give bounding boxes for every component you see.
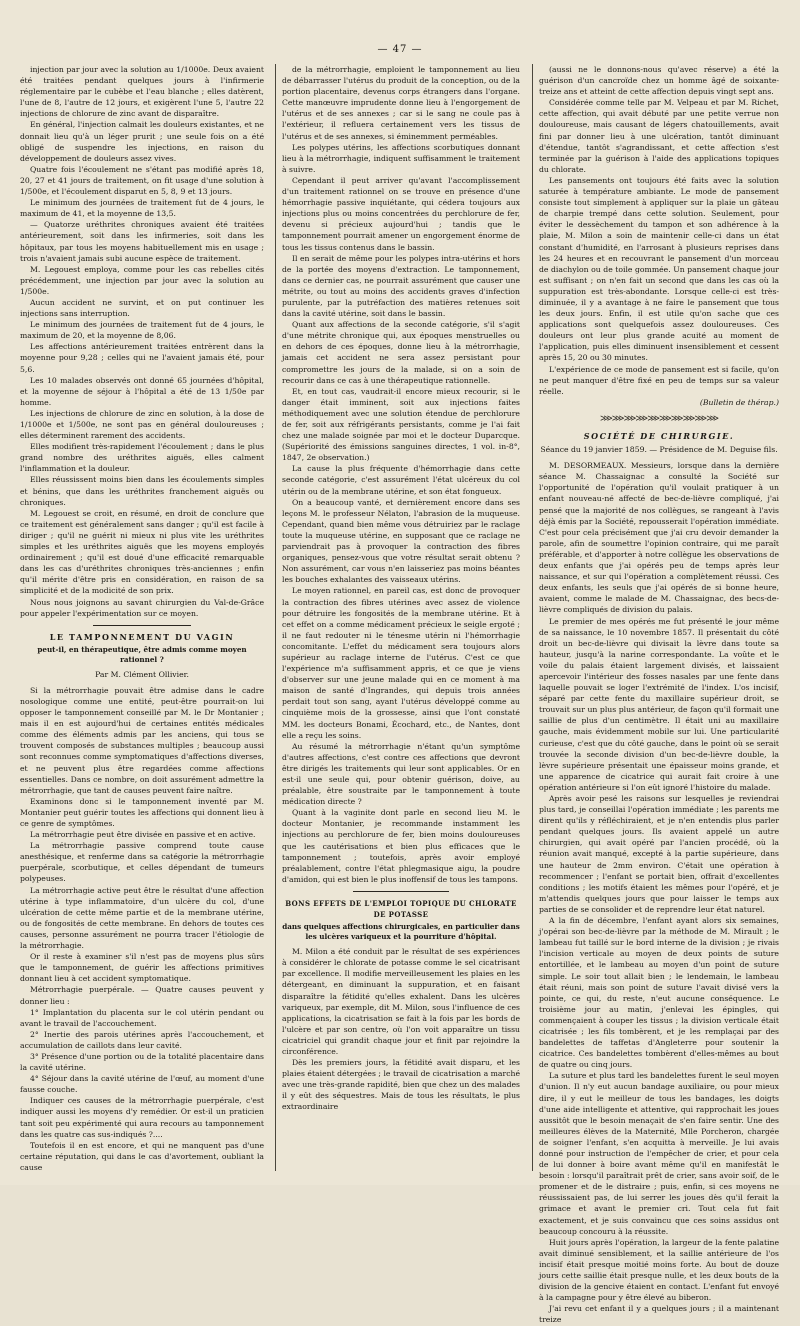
article-title-chlorate: BONS EFFETS DE L'EMPLOI TOPIQUE DU CHLORATE DE POTASSE xyxy=(285,898,517,920)
col2-article-paragraph: M. Milon a été conduit par le résultat de ses expériences à considérer le chlorate de potasse comme le sel cicatrisant par excellence. Il modifie merveilleusement les plaies en les détergeant, en diminuant la suppuration, et en faisant disparaître la fétidité qu'elles exhalent. Dans les ulcères variqueux, par exemple, dit M. Milon, sous l'influence de ces applications, la cicatrisation se fait à la fois par les bords de l'ulcère et par son centre, où l'on voit apparaître un tissu cicatriciel qui grandit chaque jour et finit par rejoindre la circonférence. xyxy=(282,947,520,1056)
source-citation: (Bulletin de thérap.) xyxy=(699,397,779,407)
col3-society-paragraph: A la fin de décembre, l'enfant ayant alors six semaines, j'opérai son bec-de-lièvre par la méthode de M. Mirault ; le lambeau fut taillé sur le bord interne de la division ; je rivais l'incision verticale au moyen de deux points de suture entortillée, et le lambeau au moyen d'un point de suture simple. Le soir tout allait bien ; le lendemain, le lambeau était réuni, mais son point de suture l'avait divisé vers la pointe, ce qui, du reste, n'eut aucune conséquence. Le troisième jour au matin, j'enlevai les épingles, qui commençaient à couper les tissus ; la division verticale était cicatrisée ; les fils tombèrent, et je les remplaçai par des bandelettes de taffetas d'Angleterre pour soutenir la cicatrice. Ces bandelettes tombèrent d'elles-mêmes au bout de quatre ou cinq jours. xyxy=(539,916,779,1070)
col1-paragraph: — Quatorze uréthrites chroniques avaient été traitées antérieurement, soit dans les infirmeries, soit dans les hôpitaux, par tous les moyens habituellement mis en usage ; trois n'avaient jamais subi aucune espèce de traitement. xyxy=(20,220,264,263)
article-title-tamponnement: LE TAMPONNEMENT DU VAGIN xyxy=(49,631,235,642)
col3-society-paragraph: Après avoir pesé les raisons sur lesquelles je reviendrai plus tard, je conseillai l'opération immédiate ; les parents me dirent qu'ils y réfléchiraient, et je n'en entendis plus parler pendant quelques jours. Ils avaient appelé un autre chirurgien, qui avait opéré par l'ancien procédé, où la réunion avait manqué, excepté à la partie supérieure, dans une hauteur de 2mm environ. C'était une opération à recommencer ; l'enfant se portait bien, offrait d'excellentes conditions ; les motifs étaient les mêmes pour l'opéré, et je m'attendis quelques jours que pour laisser le temps aux parties de se consolider et de reprendre leur état naturel. xyxy=(539,794,779,914)
col1-paragraph: injection par jour avec la solution au 1/1000e. Deux avaient été traitées pendant quelques jours à l'infirmerie réglementaire par le cubèbe et l'eau blanche ; elles datèrent, l'une de 8, l'autre de 12 jours, et exigèrent l'une 5, l'autre 22 injections de chlorure de zinc avant de disparaître. xyxy=(20,65,264,119)
col3-paragraph: (aussi ne le donnons-nous qu'avec réserve) a été la guérison d'un cancroïde chez un homme âgé de soixante-treize ans et atteint de cette affection depuis vingt sept ans. xyxy=(539,65,779,97)
col3-paragraph: Les pansements ont toujours été faits avec la solution saturée à température ambiante. Le mode de pansement consiste tout simplement à appliquer sur la plaie un gâteau de charpie trempé dans cette solution. Seulement, pour éviter le dessèchement du tampon et son adhérence à la plaie, M. Milon a soin de maintenir celle-ci dans un état constant d'humidité, en l'arrosant à plusieurs reprises dans les 24 heures et en recouvrant le pansement d'un morceau de diachylon ou de toile gommée. Un pansement chaque jour est suffisant ; on n'en fait un second que dans les cas où la suppuration est très-abondante. Lorsque celle-ci est très-diminuée, il y a avantage à ne faire le pansement que tous les deux jours. Enfin, il est utile qu'on sache que ces applications sont quelquefois assez douloureuses. Ces douleurs ont leur plus grande acuité au moment de l'application, puis elles diminuent insensiblement et cessent après 15, 20 ou 30 minutes. xyxy=(539,175,779,363)
col2-paragraph: Les polypes utérins, les affections scorbutiques donnant lieu à la métrorrhagie, indiquent suffisamment le traitement à suivre. xyxy=(282,142,520,174)
col2-paragraph: Quant aux affections de la seconde catégorie, s'il s'agit d'une métrite chronique qui, aux époques menstruelles ou en dehors de ces époques, donne lieu à la métrorrhagie, jamais cet accident ne sera assez persistant pour compromettre les jours de la malade, si on a soin de recourir dans ce cas à une thérapeutique rationnelle. xyxy=(282,320,520,385)
article-author: Par M. Clément Ollivier. xyxy=(95,669,189,679)
col2-paragraph: Il en serait de même pour les polypes intra-utérins et hors de la portée des moyens d'extraction. Le tamponnement, dans ce dernier cas, ne pourrait assurément que causer une métrite, ou tout au moins des accidents graves d'infection purulente, par la putréfaction des matières retenues soit dans la cavité utérine, soit dans le bassin. xyxy=(282,253,520,319)
col1-article-paragraph: Indiquer ces causes de la métrorrhagie puerpérale, c'est indiquer aussi les moyens d'y remédier. Or est-il un praticien tant soit peu expérimenté qui aura recours au tamponnement dans les quatre cas sus-indiqués ?.... xyxy=(20,1096,264,1139)
col1-article-paragraph: La métrorrhagie peut être divisée en passive et en active. xyxy=(30,830,256,840)
col1-paragraph: Quatre fois l'écoulement ne s'étant pas modifié après 18, 20, 27 et 41 jours de traitement, on fit usage d'une solution à 1/500e, et l'écoulement disparut en 5, 8, 9 et 13 jours. xyxy=(20,164,264,197)
col3-society-text xyxy=(539,460,779,1325)
col2-paragraph: Au résumé la métrorrhagie n'étant qu'un symptôme d'autres affections, c'est contre ces affections que devront être dirigés les traitements qui leur sont applicables. Or en est-il une seule qui, pour obtenir guérison, doive, au préalable, être soustraite par le tamponnement à toute médication directe ? xyxy=(282,741,520,807)
col3-paragraph: L'expérience de ce mode de pansement est si facile, qu'on ne peut manquer d'être fixé en peu de temps sur sa valeur réelle. xyxy=(539,364,779,396)
col2-paragraph: Le moyen rationnel, en pareil cas, est donc de provoquer la contraction des fibres utérines avec assez de violence pour détruire les fongosités de la membrane utérine. Et à cet effet on a comme médicament précieux le seigle ergoté ; il ne faut redouter ni le ténesme utérin ni l'hémorrhagie concomitante. L'effet du médicament sera toujours alors supérieur au raclage interne de l'utérus. C'est ce que l'expérience m'a suffisamment appris, et ce que je viens d'observer sur une jeune malade qui en ce moment à ma maison de santé d'Ingrandes, qui depuis trois années perdait tout son sang, ayant l'utérus développé comme au cinquième mois de la grossesse, ainsi que l'ont constaté MM. les docteurs Bonami, Écochard, etc., de Nantes, dont elle a reçu les soins. xyxy=(282,586,520,740)
page-number: — 47 — xyxy=(377,44,423,55)
col1-article-paragraph: 4° Séjour dans la cavité utérine de l'œuf, au moment d'une fausse couche. xyxy=(20,1074,264,1095)
col2-paragraph: Cependant il peut arriver qu'avant l'accomplissement d'un traitement rationnel on se trouve en présence d'une hémorrhagie passive inquiétante, qui cédera toujours aux injections plus ou moins concentrées du perchlorure de fer, devenu si précieux aujourd'hui ; tandis que le tamponnement pourrait amener un engorgement énorme de tous les tissus contenus dans le bassin. xyxy=(282,175,520,252)
col2-article-text xyxy=(282,946,520,1112)
col1-article-paragraph: Or il reste à examiner s'il n'est pas de moyens plus sûrs que le tamponnement, de guérir les affections primitives donnant lieu à cet accident symptomatique. xyxy=(20,952,264,984)
column-3 xyxy=(532,64,779,1325)
col2-article-paragraph: Dès les premiers jours, la fétidité avait disparu, et les plaies étaient détergées ; le travail de cicatrisation a marché avec une très-grande rapidité, bien que chez un des malades il y eût des séquestres. Mais de tous les résultats, le plus extraordinaire xyxy=(282,1058,520,1112)
col3-paragraph: Considérée comme telle par M. Velpeau et par M. Richet, cette affection, qui avait débuté par une petite verrue non douloureuse, mais causant de légers chatouillements, avait fini par donner lieu à une ulcération, tantôt diminuant d'étendue, tantôt s'agrandissant, et cette affection s'est terminée par la guérison à l'aide des applications topiques du chlorate. xyxy=(539,98,779,174)
col2-paragraph: Et, en tout cas, vaudrait-il encore mieux recourir, si le danger était imminent, soit aux injections faites méthodiquement avec une solution étendue de perchlorure de fer, soit aux réfrigérants persistants, comme je l'ai fait chez une malade soignée par moi et le docteur Duparcque. (Supériorité des émissions sanguines directes, 1 vol. in-8°, 1847, 2e observation.) xyxy=(282,386,520,463)
col1-article-paragraph: Examinons donc si le tamponnement inventé par M. Montanier peut guérir toutes les affections qui donnent lieu à ce genre de symptômes. xyxy=(20,796,264,828)
col1-paragraph: Les 10 malades observés ont donné 65 journées d'hôpital, et la moyenne de séjour à l'hôpital a été de 13 1/50e par homme. xyxy=(20,375,264,407)
col3-society-paragraph: La suture et plus tard les bandelettes furent le seul moyen d'union. Il n'y eut aucun bandage auxiliaire, ou pour mieux dire, il y eut le meilleur de tous les bandages, les doigts d'une aide intelligente et attentive, qui rapprochait les joues aussitôt que le besoin menaçait de s'en faire sentir. Une des meilleures élèves de la Maternité, Mlle Porcheron, chargée de soigner l'enfant, s'en acquitta à merveille. Je lui avais donné pour instruction de l'empêcher de crier, et pour cela de lui donner à boire avant même qu'il en manifestât le besoin : lorsqu'il paraîtrait prêt de crier, sans avoir soif, de le promener et de le distraire ; puis, enfin, si ces moyens ne réussissaient pas, de lui serrer les joues dès qu'il ferait la grimace et avant le premier cri. Tout cela fut fait exactement, et je suis convaincu que ces soins assidus ont beaucoup concouru à la réussite. xyxy=(539,1071,779,1236)
article-subtitle-tamponnement: peut-il, en thérapeutique, être admis comme moyen rationnel ? xyxy=(37,644,247,664)
col1-article-paragraph: Si la métrorrhagie pouvait être admise dans le cadre nosologique comme une entité, peut-être pourrait-on lui opposer le tamponnement conseillé par M. le Dr Montanier ; mais il en est aujourd'hui de certaines entités médicales comme des éléments admis par les anciens, qui tous se trouvent composés de substances multiples ; beaucoup aussi sont reconnues comme symptomatiques d'affections diverses, et ne peuvent plus être regardées comme affections essentielles. Dans ce nombre, on doit assurément admettre la métrorrhagie, que tant de causes peuvent faire naître. xyxy=(20,685,264,795)
col1-article-paragraph: La métrorrhagie passive comprend toute cause anesthésique, et renferme dans sa catégorie la métrorrhagie puerpérale, scorbutique, et celles dépendant de tumeurs polypeuses. xyxy=(20,841,264,884)
col1-paragraph: Les injections de chlorure de zinc en solution, à la dose de 1/1000e et 1/500e, ne sont pas en général douloureuses ; elles déterminent rarement des accidents. xyxy=(20,408,264,441)
col1-article-paragraph: 2° Inertie des parois utérines après l'accouchement, et accumulation de caillots dans leur cavité. xyxy=(20,1029,264,1050)
col2-text xyxy=(282,64,520,885)
society-title: SOCIÉTÉ DE CHIRURGIE. xyxy=(583,431,735,441)
col1-paragraph: Aucun accident ne survint, et on put continuer les injections sans interruption. xyxy=(20,297,264,319)
divider-rule xyxy=(93,625,191,626)
col2-paragraph: On a beaucoup vanté, et dernièrement encore dans ses leçons M. le professeur Nélaton, l'abrasion de la muqueuse. Cependant, quand bien même vous détruiriez par le raclage toute la muqueuse utérine, en supposant que ce raclage ne parviendrait pas à provoquer la contraction des fibres organiques, pensez-vous que votre résultat serait obtenu ? Non assurément, car vous n'en laisseriez pas moins béantes les bouches exhalantes des vaisseaux utérins. xyxy=(282,497,520,585)
col3-society-paragraph: Le premier de mes opérés me fut présenté le jour même de sa naissance, le 10 novembre 1857. Il présentait du côté droit un bec-de-lièvre qui divisait la lèvre dans toute sa hauteur, jusqu'à la narine correspondante. La voûte et le voile du palais étaient largement divisés, et laissaient apercevoir l'intérieur des fosses nasales par une fente dans laquelle pouvait se loger l'extrémité de l'index. L'os incisif, séparé par cette fente du maxillaire supérieur droit, se trouvait sur un plus plus antérieur, de façon qu'il formait une saillie de plus d'un centimètre. Il était uni au maxillaire gauche, mais évidemment mobile sur lui. Une particularité curieuse, c'est que du côté gauche, dans le point où se serait trouvée la seconde division d'un bec-de-lièvre double, la lèvre supérieure présentait une épaisseur moins grande, et une apparence de cicatrice qui aurait fait croire à une opération antérieure si l'on eût ignoré l'histoire du malade. xyxy=(539,616,779,792)
col1-paragraph: Elles modifient très-rapidement l'écoulement ; dans le plus grand nombre des uréthrites aiguës, elles calment l'inflammation et la douleur. xyxy=(20,442,264,474)
col1-paragraph: Elles réussissent moins bien dans les écoulements simples et bénins, que dans les uréthrites franchement aiguës ou chroniques. xyxy=(20,475,264,507)
col3-society-paragraph: Huit jours après l'opération, la largeur de la fente palatine avait diminué sensiblement, et la saillie antérieure de l'os incisif était presque moitié moins forte. Au bout de douze jours cette saillie était presque nulle, et les deux bouts de la division de la gencive étaient en contact. L'enfant fut envoyé à la campagne pour y être élevé au biberon. xyxy=(539,1237,779,1303)
col1-article-paragraph: 3° Présence d'une portion ou de la totalité placentaire dans la cavité utérine. xyxy=(20,1051,264,1073)
col1-paragraph: Les affections antérieurement traitées entrèrent dans la moyenne pour 9,28 ; celles qui ne l'avaient jamais été, pour 5,6. xyxy=(20,342,264,374)
col1-paragraph: En général, l'injection calmait les douleurs existantes, et ne donnait lieu qu'à un léger prurit ; une seule fois on a été obligé de suspendre les injections, en raison du développement de douleurs assez vives. xyxy=(20,120,264,163)
col1-article-text xyxy=(20,685,264,1173)
col2-paragraph: Quant à la vaginite dont parle en second lieu M. le docteur Montanier, je recommande instamment les injections au perchlorure de fer, bien moins douloureuses que les cautérisations et bien plus efficaces que le tamponnement ; toutefois, après avoir employé préalablement, contre l'état phlegmasique aigu, la poudre d'amidon, qui est bien le plus inoffensif de tous les tampons. xyxy=(282,808,520,884)
column-2 xyxy=(275,64,520,1171)
session-line: Séance du 19 janvier 1859. — Présidence de M. Deguise fils. xyxy=(540,445,778,455)
article-subtitle-chlorate: dans quelques affections chirurgicales, en particulier dans les ulcères variqueux et la pourriture d'hôpital. xyxy=(282,922,520,942)
col1-paragraph: Le minimum des journées de traitement fut de 4 jours, le maximum de 20, et la moyenne de 8,06. xyxy=(20,320,264,341)
col3-society-paragraph: J'ai revu cet enfant il y a quelques jours ; il a maintenant treize xyxy=(539,1304,779,1325)
col3-text xyxy=(539,64,779,397)
col1-paragraph: M. Legouest employa, comme pour les cas rebelles cités précédemment, une injection par jour avec la solution au 1/500e. xyxy=(20,264,264,296)
col1-text xyxy=(20,64,264,619)
col1-article-paragraph: Métrorrhagie puerpérale. — Quatre causes peuvent y donner lieu : xyxy=(20,985,264,1006)
ornament-divider: ⋙⋙⋙⋙⋙⋙⋙⋙⋙⋙ xyxy=(599,413,718,424)
col3-society-paragraph: M. DESORMEAUX. Messieurs, lorsque dans la dernière séance M. Chassaignac a consulté la Société sur l'opportunité de l'opération qu'il voulait pratiquer à un enfant nouveau-né affecté de bec-de-lièvre compliqué, j'ai pensé que la majorité de nos collègues, se rangeant à l'avis déjà émis par la Société, repousserait l'opération immédiate. C'est pour cela précisément que j'ai cru devoir demander la parole, afin de soumettre l'opinion contraire, qui me paraît préférable, et d'apporter à notre collègue les observations de deux enfants que j'ai opérés peu de temps après leur naissance, et sur qui l'opération a complètement réussi. Ces deux enfants, les seuls que j'ai opérés de si bonne heure, avaient, comme le malade de M. Chassaignac, des becs-de-lièvre compliqués de division du palais. xyxy=(539,461,779,615)
col1-paragraph: M. Legouest se croit, en résumé, en droit de conclure que ce traitement est généralement sans danger ; qu'il est facile à diriger ; qu'il ne guérit ni mieux ni plus vite les uréthrites simples et les uréthrites aiguës que les moyens employés ordinairement ; qu'il est doué d'une efficacité remarquable dans les cas d'uréthrites chroniques très-anciennes ; enfin qu'il mérite d'être pris en considération, en raison de sa simplicité et de la modicité de son prix. xyxy=(20,508,264,596)
col1-paragraph: Nous nous joignons au savant chirurgien du Val-de-Grâce pour appeler l'expérimentation sur ce moyen. xyxy=(20,597,264,618)
col1-article-paragraph: 1° Implantation du placenta sur le col utérin pendant ou avant le travail de l'accouchement. xyxy=(20,1007,264,1028)
col1-article-paragraph: Toutefois il en est encore, et qui ne manquent pas d'une certaine réputation, qui dans le cas d'avortement, oubliant la cause xyxy=(20,1140,264,1172)
column-1 xyxy=(20,64,264,1171)
col2-paragraph: de la métrorrhagie, emploient le tamponnement au lieu de débarrasser l'utérus du produit de la conception, ou de la portion placentaire, devenus corps étrangers dans l'organe. Cette manœuvre imprudente donne lieu à l'engorgement de l'utérus et de ses annexes ; car si le sang ne coule pas à l'extérieur, il refluera certainement vers les tissus de l'utérus et de ses annexes, si éminemment perméables. xyxy=(282,65,520,141)
col1-article-paragraph: La métrorrhagie active peut être le résultat d'une affection utérine à type inflammatoire, d'un ulcère du col, d'une ulcération de cette même partie et de la membrane utérine, ou de fongosités de cette membrane. En dehors de toutes ces causes, personne assurément ne pourra tracer l'étiologie de la métrorrhagie. xyxy=(20,885,264,951)
divider-rule xyxy=(353,891,448,892)
col1-paragraph: Le minimum des journées de traitement fut de 4 jours, le maximum de 41, et la moyenne de 13,5. xyxy=(20,198,264,219)
col2-paragraph: La cause la plus fréquente d'hémorrhagie dans cette seconde catégorie, c'est assurément l'état ulcéreux du col utérin ou de la membrane utérine, et son état fongueux. xyxy=(282,464,520,496)
